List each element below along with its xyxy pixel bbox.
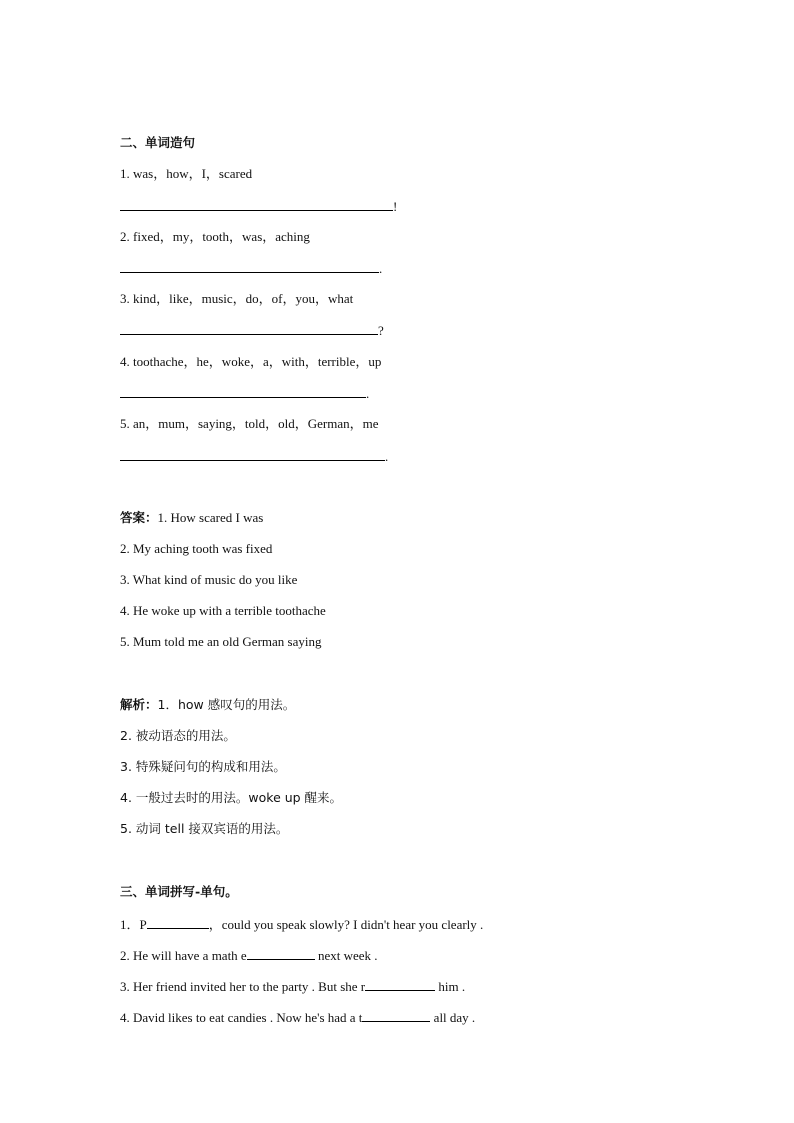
question-4-answer-line [120, 385, 369, 402]
answer-item: 1. How scared I was [157, 510, 264, 525]
spelling-blank[interactable] [365, 978, 435, 991]
sentence-end: him . [435, 979, 466, 994]
sentence-end: all day . [430, 1010, 476, 1025]
sentence-end: ，could you speak slowly? I didn't hear you clearly . [208, 917, 484, 932]
question-3-prompt: 3. kind，like，music，do，of，you，what [120, 291, 354, 306]
end-punctuation: . [379, 261, 383, 276]
answer-blank[interactable] [120, 322, 378, 335]
answer-blank[interactable] [120, 198, 393, 211]
question-1-prompt: 1. was，how，I，scared [120, 166, 253, 181]
sentence-start: 2. He will have a math e [120, 948, 247, 963]
sentence-end: next week . [314, 948, 378, 963]
analysis-first-line [120, 697, 295, 713]
question-3-answer-line [120, 322, 384, 339]
answer-blank[interactable] [120, 260, 379, 273]
answer-item: 5. Mum told me an old German saying [120, 634, 322, 649]
answer-item: 4. He woke up with a terrible toothache [120, 603, 326, 618]
analysis-label: 解析： [120, 697, 158, 712]
spelling-item-1 [120, 916, 483, 933]
sentence-start: 1．P [120, 917, 147, 932]
sentence-start: 3. Her friend invited her to the party . But she r [120, 979, 366, 994]
spelling-item-3 [120, 978, 465, 995]
analysis-item: 3. 特殊疑问句的构成和用法。 [120, 759, 286, 774]
spelling-blank[interactable] [247, 947, 315, 960]
spelling-item-4 [120, 1009, 475, 1026]
spelling-item-2 [120, 947, 378, 964]
question-5-answer-line [120, 448, 388, 465]
section-3-title: 三、单词拼写-单句。 [120, 884, 238, 899]
answer-blank[interactable] [120, 385, 366, 398]
question-2-prompt: 2. fixed，my，tooth，was，aching [120, 229, 310, 244]
answers-label: 答案： [120, 510, 158, 525]
end-punctuation: . [385, 449, 389, 464]
question-2-answer-line [120, 260, 382, 277]
end-punctuation: . [366, 386, 370, 401]
question-1-answer-line [120, 198, 397, 215]
analysis-item: 4. 一般过去时的用法。woke up 醒来。 [120, 790, 343, 805]
answer-item: 2. My aching tooth was fixed [120, 541, 273, 556]
question-5-prompt: 5. an，mum，saying，told，old，German，me [120, 416, 379, 431]
spelling-blank[interactable] [147, 916, 209, 929]
answers-first-line [120, 510, 263, 526]
analysis-item: 2. 被动语态的用法。 [120, 728, 236, 743]
answer-item: 3. What kind of music do you like [120, 572, 298, 587]
section-2-title: 二、单词造句 [120, 135, 196, 150]
spelling-blank[interactable] [362, 1009, 430, 1022]
answer-blank[interactable] [120, 448, 385, 461]
end-punctuation: ? [378, 323, 384, 338]
end-punctuation: ! [393, 199, 398, 214]
analysis-item: 1．how 感叹句的用法。 [157, 697, 296, 712]
analysis-item: 5. 动词 tell 接双宾语的用法。 [120, 821, 289, 836]
sentence-start: 4. David likes to eat candies . Now he's had a t [120, 1010, 363, 1025]
question-4-prompt: 4. toothache，he，woke，a，with，terrible，up [120, 354, 382, 369]
